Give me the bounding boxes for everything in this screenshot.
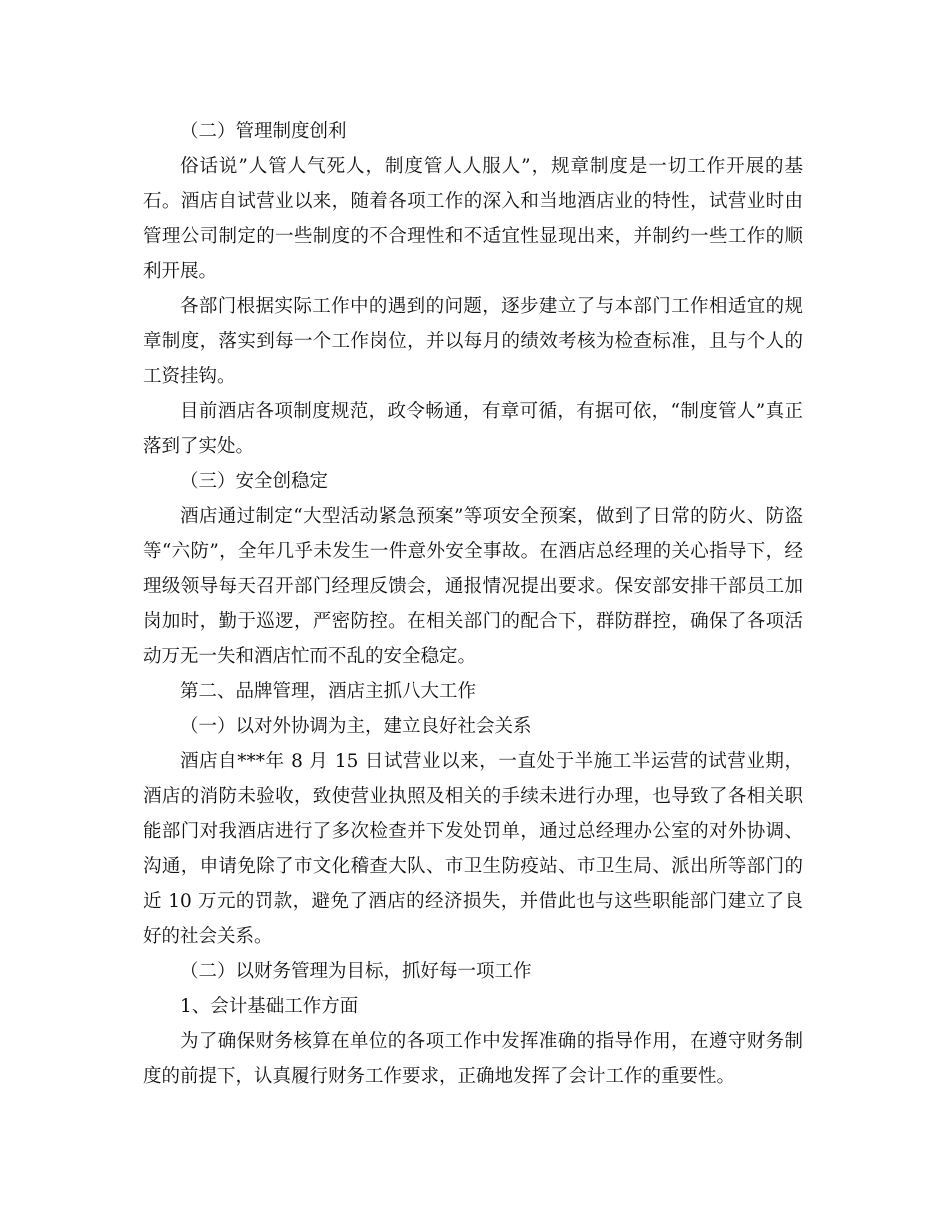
paragraph-department-rules: 各部门根据实际工作中的遇到的问题，逐步建立了与本部门工作相适宜的规章制度，落实到每一个工作岗位，并以每月的绩效考核为检查标准，且与个人的工资挂钩。 [143, 296, 803, 387]
paragraph-accounting-basics: 为了确保财务核算在单位的各项工作中发挥准确的指导作用，在遵守财务制度的前提下，认真履行财务工作要求，正确地发挥了会计工作的重要性。 [143, 1031, 803, 1087]
section-heading-safety: （三）安全创稳定 [180, 471, 329, 492]
paragraph-rules-foundation: 俗话说”人管人气死人，制度管人人服人”，规章制度是一切工作开展的基石。酒店自试营业以来，随着各项工作的深入和当地酒店业的特性，试营业时由管理公司制定的一些制度的不合理性和不适宜性显现出来，并制约一些工作的顺利开展。 [143, 156, 803, 282]
section-heading-brand-management: 第二、品牌管理，酒店主抓八大工作 [180, 681, 477, 702]
section-heading-financial-management: （二）以财务管理为目标，抓好每一项工作 [180, 961, 532, 982]
section-heading-external-coordination: （一）以对外协调为主，建立良好社会关系 [180, 716, 532, 737]
paragraph-external-coordination: 酒店自***年 8 月 15 日试营业以来，一直处于半施工半运营的试营业期，酒店的消防未验收，致使营业执照及相关的手续未进行办理，也导致了各相关职能部门对我酒店进行了多次检查并下发处罚单，通过总经理办公室的对外协调、沟通，申请免除了市文化稽查大队、市卫生防疫站、市卫生局、派出所等部门的近 10 万元的罚款，避免了酒店的经济损失，并借此也与这些职能部门建立了良好的社会关系。 [143, 751, 803, 947]
section-heading-management-system: （二）管理制度创利 [180, 121, 347, 142]
document-body [143, 114, 803, 1094]
paragraph-safety-measures: 酒店通过制定“大型活动紧急预案”等项安全预案，做到了日常的防火、防盗等“六防”，全年几乎未发生一件意外安全事故。在酒店总经理的关心指导下，经理级领导每天召开部门经理反馈会，通报情况提出要求。保安部安排干部员工加岗加时，勤于巡逻，严密防控。在相关部门的配合下，群防群控，确保了各项活动万无一失和酒店忙而不乱的安全稳定。 [143, 506, 803, 667]
subsection-heading-accounting-basics: 1、会计基础工作方面 [180, 996, 359, 1017]
paragraph-rules-implemented: 目前酒店各项制度规范，政令畅通，有章可循，有据可依，“制度管人”真正落到了实处。 [143, 401, 803, 457]
